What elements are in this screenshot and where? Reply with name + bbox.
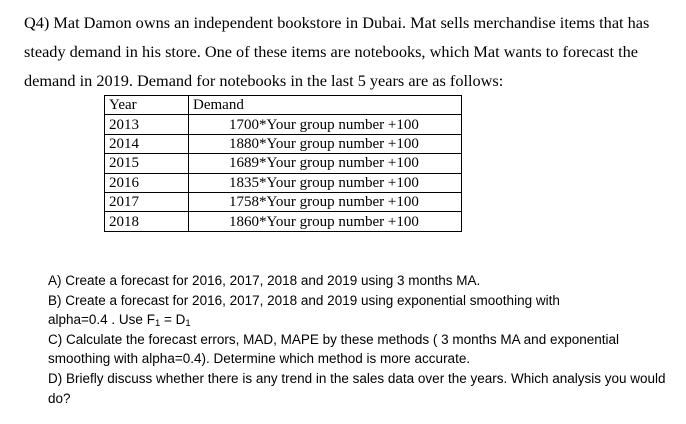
table-header-row [105, 96, 462, 115]
intro-line-2: steady demand in his store. One of these items are notebooks, which Mat wants to forecast the [24, 42, 639, 61]
year-cell: 2016 [105, 173, 189, 192]
demand-cell: 1860*Your group number +100 [189, 212, 462, 231]
demand-column-header: Demand [189, 96, 462, 115]
demand-cell: 1880*Your group number +100 [189, 134, 462, 153]
table-row [105, 192, 462, 211]
demand-cell: 1689*Your group number +100 [189, 154, 462, 173]
year-cell: 2018 [105, 212, 189, 231]
year-cell: 2014 [105, 134, 189, 153]
question-a: A) Create a forecast for 2016, 2017, 2018 and 2019 using 3 months MA. [48, 273, 481, 288]
year-cell: 2013 [105, 115, 189, 134]
demand-cell: 1835*Your group number +100 [189, 173, 462, 192]
table-row [105, 134, 462, 153]
demand-table [104, 95, 462, 232]
question-c: C) Calculate the forecast errors, MAD, MAPE by these methods ( 3 months MA and exponential smoothing with alpha=0.4). Determine which method is more accurate. [48, 331, 620, 367]
question-b-equals: = D [160, 312, 186, 328]
year-column-header: Year [105, 96, 189, 115]
intro-line-1: Q4) Mat Damon owns an independent bookstore in Dubai. Mat sells merchandise items that has [24, 13, 650, 32]
question-intro [24, 8, 674, 95]
question-b-line-2 [48, 310, 678, 330]
year-cell: 2017 [105, 192, 189, 211]
demand-cell: 1700*Your group number +100 [189, 115, 462, 134]
question-b-prefix: alpha=0.4 . Use F [48, 312, 155, 328]
question-b-line-1: B) Create a forecast for 2016, 2017, 2018 and 2019 using exponential smoothing with [48, 292, 560, 308]
intro-line-3: demand in 2019. Demand for notebooks in the last 5 years are as follows: [24, 71, 504, 90]
demand-cell: 1758*Your group number +100 [189, 192, 462, 211]
subscript-d: 1 [185, 318, 191, 330]
sub-questions [48, 271, 678, 408]
table-row [105, 115, 462, 134]
table-row [105, 154, 462, 173]
table-row [105, 212, 462, 231]
table-row [105, 173, 462, 192]
year-cell: 2015 [105, 154, 189, 173]
subscript-f: 1 [154, 318, 161, 330]
question-d: D) Briefly discuss whether there is any trend in the sales data over the years. Which analysis you would do? [48, 370, 666, 406]
